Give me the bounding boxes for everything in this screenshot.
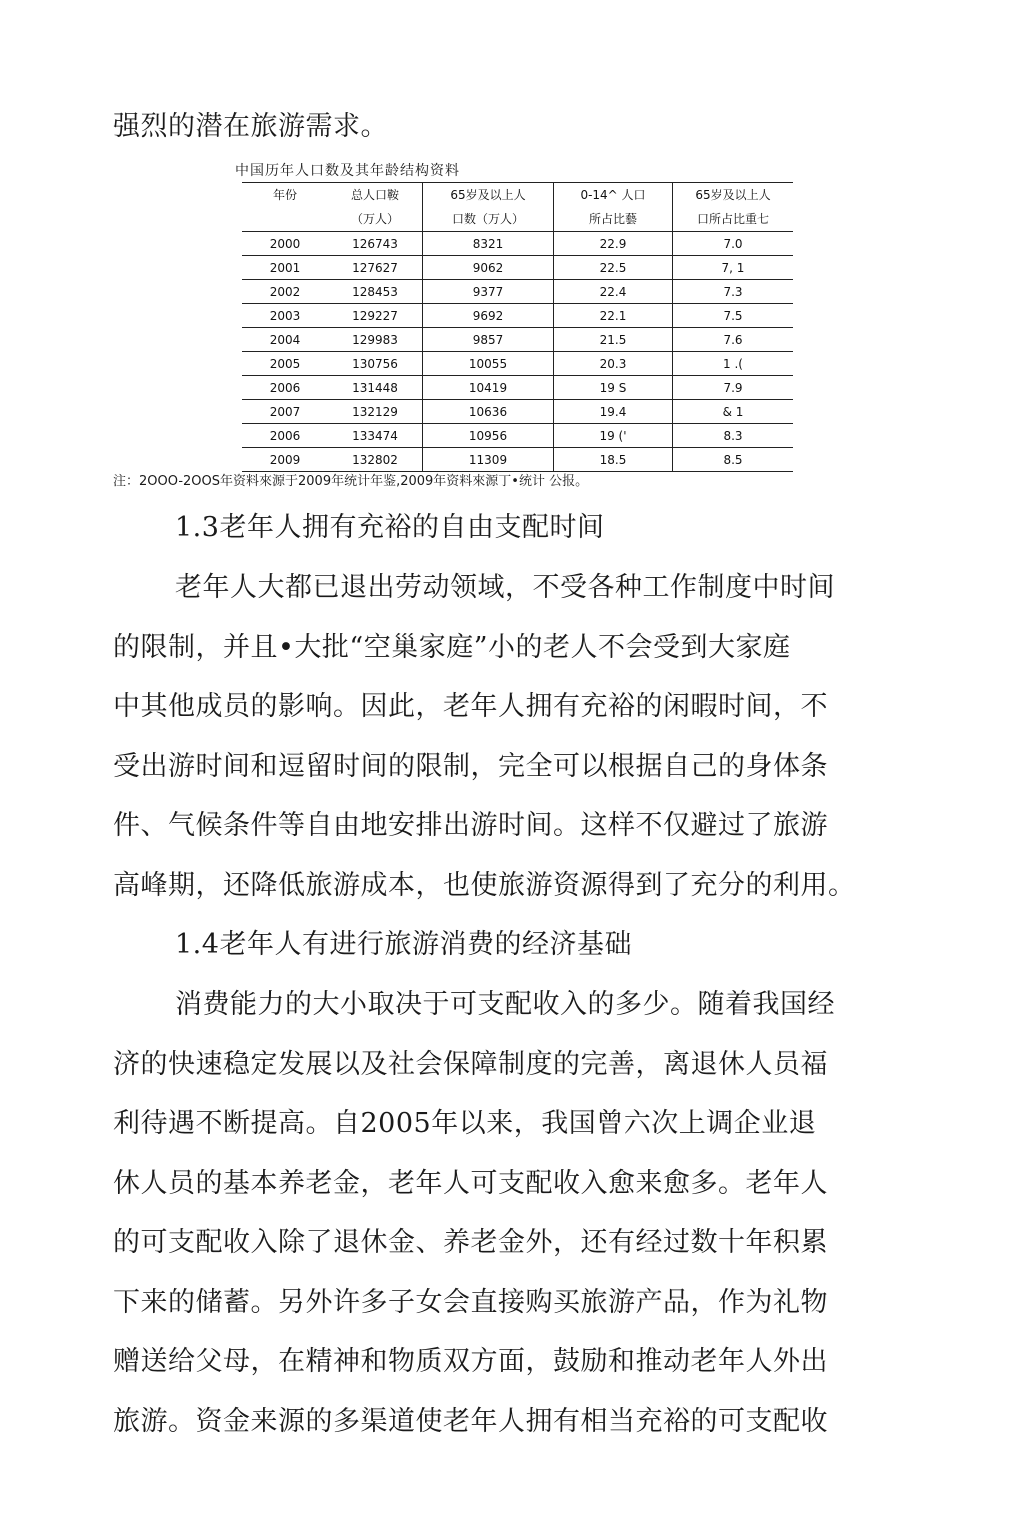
- paragraph-line: 济的快速稳定发展以及社会保障制度的完善，离退休人员福: [113, 1048, 828, 1080]
- paragraph-line: 利待遇不断提高。自2005年以来，我国曾六次上调企业退: [113, 1108, 817, 1139]
- header-65plus-count: 65岁及以上人: [423, 183, 554, 208]
- cell-65plus-share: 7, 1: [673, 256, 794, 280]
- cell-65plus-count: 9377: [423, 280, 554, 304]
- cell-0-14-share: 19.4: [554, 400, 673, 424]
- cell-total-population: 128453: [328, 280, 423, 304]
- paragraph-line: 消费能力的大小取决于可支配收入的多少。随着我国经: [175, 989, 835, 1020]
- header-year: 年份: [242, 183, 328, 208]
- cell-year: 2006: [242, 424, 328, 448]
- paragraph-line: 件、气候条件等自由地安排出游时间。这样不仅避过了旅游: [113, 810, 828, 841]
- cell-0-14-share: 19 (': [554, 424, 673, 448]
- table-header-row-1: [242, 183, 793, 208]
- header-0-14-share: 0-14^ 人口: [554, 183, 673, 208]
- cell-year: 2006: [242, 376, 328, 400]
- section-1-4-heading: 1.4老年人有进行旅游消费的经济基础: [175, 929, 632, 960]
- header-65plus-share: 65岁及以上人: [673, 183, 794, 208]
- table-row: [242, 304, 793, 328]
- cell-65plus-count: 10419: [423, 376, 554, 400]
- cell-total-population: 132802: [328, 448, 423, 472]
- cell-65plus-share: 7.3: [673, 280, 794, 304]
- header-year-sub: [242, 207, 328, 232]
- table-row: [242, 328, 793, 352]
- cell-65plus-count: 9062: [423, 256, 554, 280]
- table-row: [242, 232, 793, 256]
- cell-total-population: 132129: [328, 400, 423, 424]
- paragraph-line: 旅游。资金来源的多渠道使老年人拥有相当充裕的可支配收: [113, 1405, 828, 1437]
- header-total-population: 总人口鞍: [328, 183, 423, 208]
- paragraph-line: 的限制，并且•大批“空巢家庭”小的老人不会受到大家庭: [113, 631, 791, 663]
- paragraph-line: 受出游时间和逗留时间的限制，完全可以根据自己的身体条: [113, 750, 828, 782]
- cell-0-14-share: 18.5: [554, 448, 673, 472]
- cell-65plus-share: & 1: [673, 400, 794, 424]
- cell-65plus-count: 10055: [423, 352, 554, 376]
- cell-total-population: 130756: [328, 352, 423, 376]
- cell-65plus-share: 8.5: [673, 448, 794, 472]
- cell-0-14-share: 20.3: [554, 352, 673, 376]
- table-header-row-2: [242, 207, 793, 232]
- cell-year: 2000: [242, 232, 328, 256]
- cell-year: 2005: [242, 352, 328, 376]
- cell-year: 2009: [242, 448, 328, 472]
- header-65plus-count-unit: 口数（万人）: [423, 207, 554, 232]
- paragraph-line: 的可支配收入除了退休金、养老金外，还有经过数十年积累: [113, 1227, 828, 1258]
- cell-65plus-count: 9857: [423, 328, 554, 352]
- table-row: [242, 448, 793, 472]
- header-total-population-unit: （万人）: [328, 207, 423, 232]
- cell-65plus-share: 1 .(: [673, 352, 794, 376]
- table-row: [242, 352, 793, 376]
- header-0-14-share-unit: 所占比藝: [554, 207, 673, 232]
- table-row: [242, 256, 793, 280]
- population-table: [242, 182, 793, 472]
- cell-total-population: 131448: [328, 376, 423, 400]
- cell-total-population: 126743: [328, 232, 423, 256]
- table-row: [242, 400, 793, 424]
- cell-0-14-share: 21.5: [554, 328, 673, 352]
- paragraph-line: 赠送给父母，在精神和物质双方面，鼓励和推动老年人外出: [113, 1346, 828, 1377]
- cell-total-population: 127627: [328, 256, 423, 280]
- cell-year: 2004: [242, 328, 328, 352]
- cell-0-14-share: 22.1: [554, 304, 673, 328]
- cell-65plus-share: 8.3: [673, 424, 794, 448]
- table-note: 注：2OOO-2OOS年资料來源于2009年统计年鉴,2009年资料來源丁•统计 公报。: [113, 474, 589, 489]
- paragraph-line: 下来的储蓄。另外许多子女会直接购买旅游产品，作为礼物: [113, 1286, 828, 1318]
- cell-65plus-share: 7.0: [673, 232, 794, 256]
- table-row: [242, 280, 793, 304]
- cell-year: 2001: [242, 256, 328, 280]
- paragraph-line: 休人员的基本养老金，老年人可支配收入愈来愈多。老年人: [113, 1167, 828, 1199]
- paragraph-line: 高峰期，还降低旅游成本，也使旅游资源得到了充分的利用。: [113, 869, 856, 901]
- table-row: [242, 376, 793, 400]
- section-1-3-heading: 1.3老年人拥有充裕的自由支配时间: [175, 512, 605, 543]
- paragraph-line: 中其他成员的影响。因此，老年人拥有充裕的闲暇时间，不: [113, 691, 828, 722]
- cell-65plus-share: 7.5: [673, 304, 794, 328]
- table-body: [242, 232, 793, 472]
- cell-total-population: 129983: [328, 328, 423, 352]
- cell-65plus-count: 10956: [423, 424, 554, 448]
- cell-year: 2002: [242, 280, 328, 304]
- cell-65plus-share: 7.6: [673, 328, 794, 352]
- cell-65plus-share: 7.9: [673, 376, 794, 400]
- paragraph-line: 老年人大都已退出劳动领域，不受各种工作制度中时间: [175, 572, 835, 603]
- table-row: [242, 424, 793, 448]
- cell-total-population: 129227: [328, 304, 423, 328]
- cell-year: 2003: [242, 304, 328, 328]
- cell-0-14-share: 22.5: [554, 256, 673, 280]
- cell-total-population: 133474: [328, 424, 423, 448]
- cell-0-14-share: 19 S: [554, 376, 673, 400]
- cell-65plus-count: 9692: [423, 304, 554, 328]
- intro-tail-paragraph: 强烈的潜在旅游需求。: [113, 111, 388, 142]
- cell-0-14-share: 22.9: [554, 232, 673, 256]
- cell-0-14-share: 22.4: [554, 280, 673, 304]
- cell-65plus-count: 11309: [423, 448, 554, 472]
- table-title: 中国历年人口数及其年龄结构资料: [235, 163, 460, 179]
- cell-year: 2007: [242, 400, 328, 424]
- cell-65plus-count: 10636: [423, 400, 554, 424]
- header-65plus-share-unit: 口所占比重七: [673, 207, 794, 232]
- cell-65plus-count: 8321: [423, 232, 554, 256]
